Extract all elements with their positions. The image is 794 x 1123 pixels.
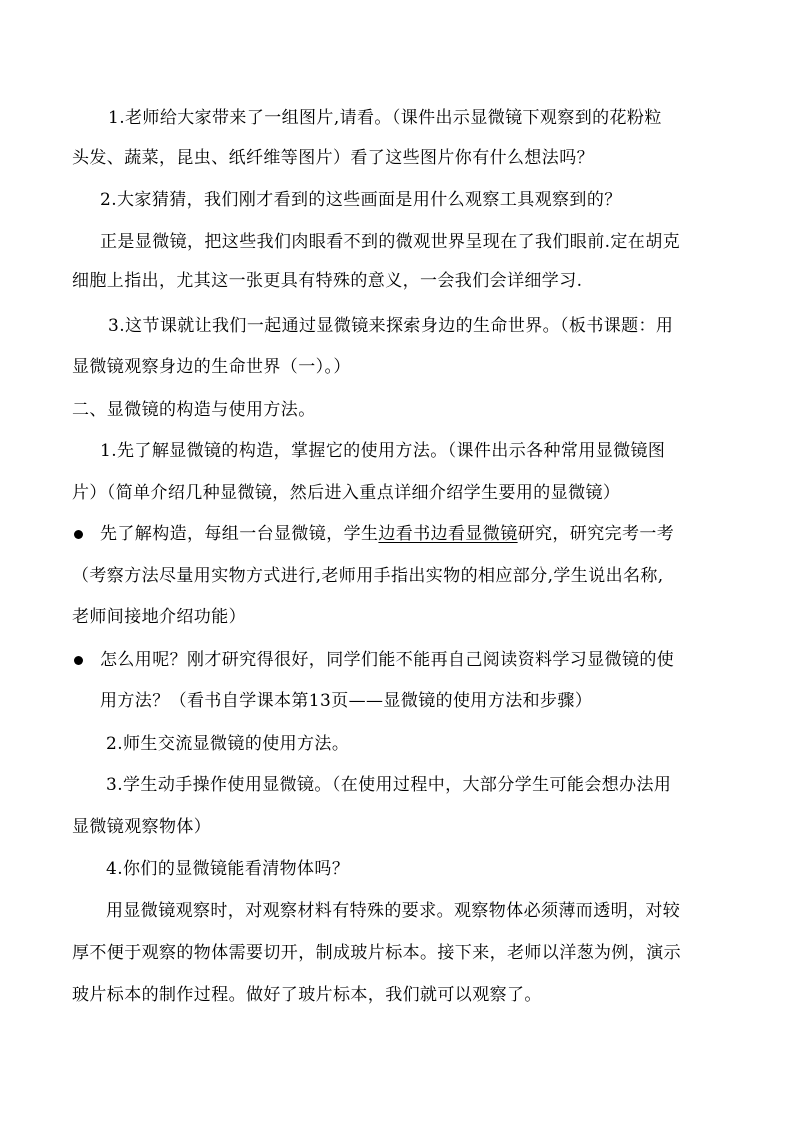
bullet-1-underlined-text: 边看书边看显微镜 [378, 524, 518, 544]
paragraph-6: 2.师生交流显微镜的使用方法。 [106, 734, 350, 754]
paragraph-9-line-3: 玻片标本的制作过程。做好了玻片标本，我们就可以观察了。 [72, 985, 542, 1005]
bullet-2-line-2: 用方法？（看书自学课本第13页——显微镜的使用方法和步骤） [100, 691, 593, 711]
bullet-1-line-2: （考察方法尽量用实物方式进行,老师用手指出实物的相应部分,学生说出名称, [72, 566, 664, 586]
paragraph-5-line-2: 片）（简单介绍几种显微镜，然后进入重点详细介绍学生要用的显微镜） [72, 483, 621, 503]
paragraph-7-line-2: 显微镜观察物体） [72, 817, 212, 837]
bullet-icon [74, 656, 83, 665]
bullet-1-line-3: 老师间接地介绍功能） [72, 607, 246, 627]
paragraph-9-line-2: 厚不便于观察的物体需要切开，制成玻片标本。接下来，老师以洋葱为例，演示 [72, 943, 681, 963]
bullet-1-line-1 [100, 522, 674, 546]
bullet-1-text-a: 先了解构造，每组一台显微镜，学生 [100, 524, 379, 544]
paragraph-4-line-2: 显微镜观察身边的生命世界（一）。） [72, 357, 351, 377]
paragraph-1-line-1: 1.老师给大家带来了一组图片,请看。（课件出示显微镜下观察到的花粉粒 [108, 108, 662, 128]
bullet-2-line-1: 怎么用呢？刚才研究得很好，同学们能不能再自己阅读资料学习显微镜的使 [100, 650, 675, 670]
paragraph-8: 4.你们的显微镜能看清物体吗？ [106, 859, 350, 879]
paragraph-3-line-2: 细胞上指出，尤其这一张更具有特殊的意义，一会我们会详细学习. [72, 271, 583, 291]
paragraph-9-line-1: 用显微镜观察时，对观察材料有特殊的要求。观察物体必须薄而透明，对较 [106, 901, 681, 921]
paragraph-3-line-1: 正是显微镜，把这些我们肉眼看不到的微观世界呈现在了我们眼前.定在胡克 [100, 232, 681, 252]
paragraph-2: 2.大家猜猜，我们刚才看到的这些画面是用什么观察工具观察到的？ [100, 190, 622, 210]
paragraph-1-line-2: 头发、蔬菜，昆虫、纸纤维等图片）看了这些图片你有什么想法吗？ [72, 148, 594, 168]
bullet-1-text-b: 研究，研究完考一考 [517, 524, 675, 544]
paragraph-4-line-1: 3.这节课就让我们一起通过显微镜来探索身边的生命世界。（板书课题：用 [108, 316, 674, 336]
paragraph-5-line-1: 1.先了解显微镜的构造，掌握它的使用方法。（课件出示各种常用显微镜图 [100, 441, 666, 461]
section-heading: 二、显微镜的构造与使用方法。 [72, 400, 316, 420]
bullet-icon [74, 530, 83, 539]
paragraph-7-line-1: 3.学生动手操作使用显微镜。（在使用过程中，大部分学生可能会想办法用 [106, 775, 672, 795]
